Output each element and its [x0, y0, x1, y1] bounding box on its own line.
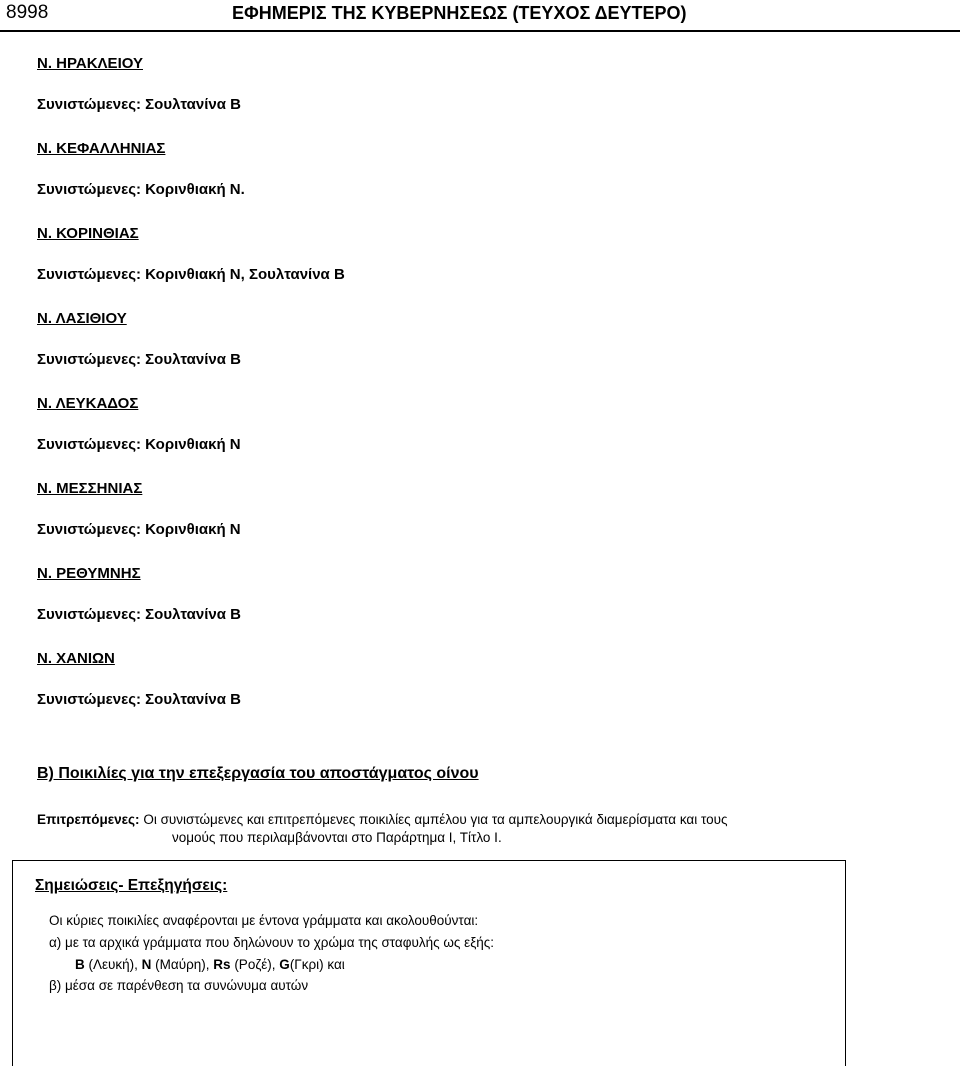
- permitted-varieties-paragraph: [37, 811, 957, 847]
- header-divider: [0, 30, 960, 32]
- color-code-rose: Rs: [213, 957, 231, 972]
- color-code-black: Ν: [141, 957, 152, 972]
- recommended-varieties: Συνιστώμενες: Σουλτανίνα Β: [37, 96, 241, 113]
- permitted-text-2: νομούς που περιλαμβάνονται στο Παράρτημα Ι, Τίτλο Ι.: [172, 830, 502, 845]
- prefecture-name: Ν. ΗΡΑΚΛΕΙΟΥ: [37, 55, 143, 72]
- prefecture-name: Ν. ΚΟΡΙΝΘΙΑΣ: [37, 225, 139, 242]
- permitted-label: Επιτρεπόμενες:: [37, 812, 140, 827]
- recommended-varieties: Συνιστώμενες: Σουλτανίνα Β: [37, 606, 241, 623]
- notes-title: Σημειώσεις- Επεξηγήσεις:: [35, 877, 228, 894]
- prefecture-name: Ν. ΚΕΦΑΛΛΗΝΙΑΣ: [37, 140, 166, 157]
- notes-intro: Οι κύριες ποικιλίες αναφέρονται με έντονα γράμματα και ακολουθούνται:: [49, 913, 479, 928]
- page-header: [0, 0, 960, 34]
- color-code-white: Β: [75, 957, 85, 972]
- recommended-varieties: Συνιστώμενες: Κορινθιακή Ν: [37, 436, 241, 453]
- prefecture-name: Ν. ΛΑΣΙΘΙΟΥ: [37, 310, 127, 327]
- permitted-line-1: [37, 811, 957, 829]
- gazette-title: ΕΦΗΜΕΡΙΣ ΤΗΣ ΚΥΒΕΡΝΗΣΕΩΣ (ΤΕΥΧΟΣ ΔΕΥΤΕΡΟ): [232, 3, 687, 23]
- color-name-grey: (Γκρι) και: [289, 957, 345, 972]
- color-name-black: (Μαύρη),: [151, 957, 214, 972]
- notes-item-a: α) με τα αρχικά γράμματα που δηλώνουν το χρώμα της σταφυλής ως εξής:: [49, 935, 495, 950]
- permitted-text-1: Οι συνιστώμενες και επιτρεπόμενες ποικιλίες αμπέλου για τα αμπελουργικά διαμερίσματα και τους: [139, 812, 728, 827]
- recommended-varieties: Συνιστώμενες: Κορινθιακή Ν.: [37, 181, 245, 198]
- recommended-varieties: Συνιστώμενες: Σουλτανίνα Β: [37, 691, 241, 708]
- recommended-varieties: Συνιστώμενες: Κορινθιακή Ν: [37, 521, 241, 538]
- prefecture-name: Ν. ΛΕΥΚΑΔΟΣ: [37, 395, 139, 412]
- color-legend: [75, 957, 345, 972]
- prefecture-name: Ν. ΜΕΣΣΗΝΙΑΣ: [37, 480, 143, 497]
- color-name-white: (Λευκή),: [84, 957, 142, 972]
- recommended-varieties: Συνιστώμενες: Κορινθιακή Ν, Σουλτανίνα Β: [37, 266, 345, 283]
- section-b-heading: Β) Ποικιλίες για την επεξεργασία του αποστάγματος οίνου: [37, 765, 479, 782]
- prefecture-name: Ν. ΡΕΘΥΜΝΗΣ: [37, 565, 141, 582]
- color-name-rose: (Ροζέ),: [230, 957, 280, 972]
- prefecture-name: Ν. ΧΑΝΙΩΝ: [37, 650, 115, 667]
- notes-box: [12, 860, 846, 1066]
- notes-item-b: β) μέσα σε παρένθεση τα συνώνυμα αυτών: [49, 978, 309, 993]
- color-code-grey: G: [279, 957, 290, 972]
- page-number: 8998: [6, 2, 49, 23]
- prefecture-list: [37, 50, 917, 730]
- recommended-varieties: Συνιστώμενες: Σουλτανίνα Β: [37, 351, 241, 368]
